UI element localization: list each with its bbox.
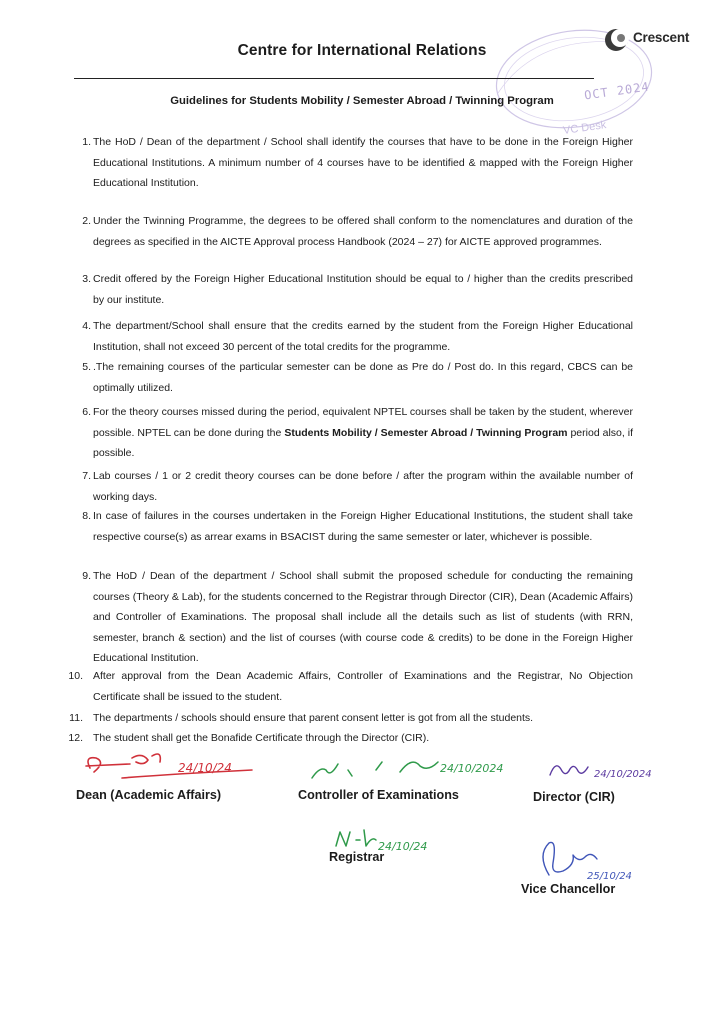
item-number: 12. (68, 732, 83, 744)
guidelines-heading: Guidelines for Students Mobility / Semester Abroad / Twinning Program (170, 95, 554, 107)
item-number: 11. (69, 712, 83, 724)
coe-signature (308, 752, 518, 786)
item-number: 7. (82, 470, 91, 482)
list-item (69, 708, 633, 729)
item-text: Credit offered by the Foreign Higher Educational Institution should be equal to / higher than the credits prescribed by our institute. (93, 273, 633, 306)
dean-signature-date: 24/10/24 (178, 761, 232, 775)
logo-wordmark: Crescent (633, 30, 690, 45)
list-item (68, 728, 633, 749)
list-item (82, 466, 633, 507)
item-text: Under the Twinning Programme, the degrees to be offered shall conform to the nomenclatures and duration of the degrees as specified in the AICTE Approval process Handbook (2024 – 27) for AICTE approved programmes. (93, 215, 633, 248)
list-item (82, 506, 633, 547)
item-number: 9. (82, 570, 91, 582)
item-text: The HoD / Dean of the department / School shall identify the courses that have to be done in the Foreign Higher Educational Institutions. A minimum number of 4 courses have to be identified & mapped with the Foreign Higher Educational Institution. (93, 136, 633, 190)
item-text: The student shall get the Bonafide Certificate through the Director (CIR). (93, 732, 430, 744)
item-text: The HoD / Dean of the department / School shall submit the proposed schedule for conducting the remaining courses (Theory & Lab), for the students concerned to the Registrar through Director (CIR), Dean (Academic Affairs) and Controller of Examinations. The proposal shall include all the details such as list of students (with RRN, semester, branch & section) and the list of courses (with course code & credits) to be done in the Foreign Higher Educational Institution. (93, 570, 633, 665)
registrar-signature-date: 24/10/24 (378, 840, 428, 853)
item-text: In case of failures in the courses undertaken in the Foreign Higher Educational Institutions, the student shall take respective course(s) as arrear exams in BSACIST during the same semester or later, whichever is possible. (93, 510, 633, 543)
list-item (82, 269, 633, 310)
coe-label: Controller of Examinations (298, 788, 459, 802)
item-number: 4. (82, 320, 91, 332)
item-text: For the theory courses missed during the period, equivalent NPTEL courses shall be taken by the student, wherever possible. NPTEL can be done during the (93, 406, 633, 439)
stamp-date-text: OCT 2024 (583, 79, 651, 103)
list-item (82, 316, 633, 357)
item-number: 1. (82, 136, 91, 148)
item-text: .The remaining courses of the particular semester can be done as Pre do / Post do. In this regard, CBCS can be optimally utilized. (93, 361, 633, 394)
director-signature (548, 755, 668, 789)
registrar-label: Registrar (329, 850, 385, 864)
list-item (82, 357, 633, 398)
page-title: Centre for International Relations (237, 42, 487, 59)
dean-label: Dean (Academic Affairs) (76, 788, 222, 802)
item-number: 2. (82, 215, 91, 227)
list-item (82, 211, 633, 252)
item-number: 6. (82, 406, 91, 418)
item-text-tail: period also, if possible. (93, 426, 633, 460)
item-number: 5. (82, 361, 91, 373)
stamp-desk-text: VC Desk (562, 119, 608, 137)
list-item (82, 566, 633, 669)
vc-signature-date: 25/10/24 (587, 871, 632, 882)
item-number: 10. (68, 670, 83, 682)
item-text: The department/School shall ensure that the credits earned by the student from the Foreign Higher Educational Institution, shall not exceed 30 percent of the total credits for the programme. (93, 320, 633, 353)
list-item (82, 132, 633, 194)
vc-signature (535, 835, 635, 885)
header-divider (74, 78, 594, 79)
vc-label: Vice Chancellor (521, 882, 616, 896)
coe-signature-date: 24/10/2024 (440, 762, 504, 775)
item-text: After approval from the Dean Academic Affairs, Controller of Examinations and the Registrar, No Objection Certificate shall be issued to the student. (93, 670, 633, 703)
dean-signature (82, 748, 252, 788)
list-item (82, 402, 633, 464)
item-number: 8. (82, 510, 91, 522)
list-item (68, 666, 633, 707)
item-number: 3. (82, 273, 91, 285)
director-label: Director (CIR) (533, 790, 615, 804)
item-bold-text: Students Mobility / Semester Abroad / Twinning Program (284, 426, 568, 439)
item-text: The departments / schools should ensure that parent consent letter is got from all the students. (93, 712, 534, 724)
item-text: Lab courses / 1 or 2 credit theory courses can be done before / after the program within the available number of working days. (93, 470, 633, 503)
director-signature-date: 24/10/2024 (594, 769, 652, 780)
